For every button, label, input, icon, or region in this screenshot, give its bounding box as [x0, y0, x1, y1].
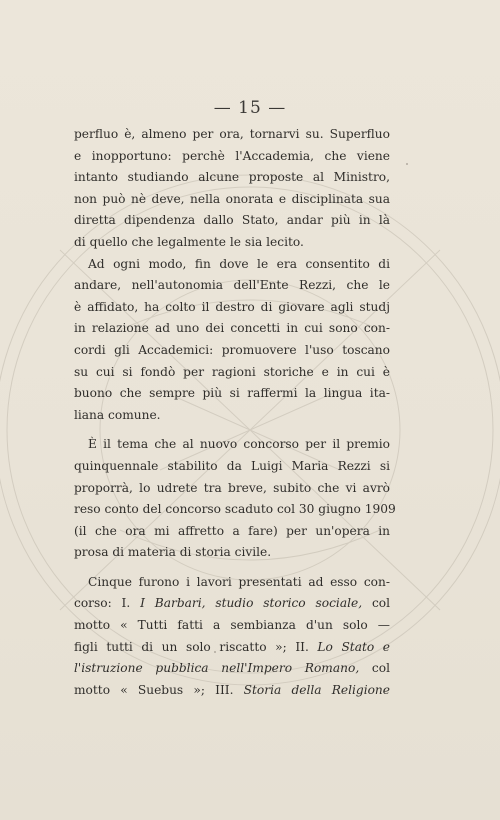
text-line: proporrà, lo udrete tra breve, subito che vi avrò — [74, 480, 390, 495]
text-line-with-title: motto « Suebus »; III. Storia della Religione — [74, 682, 390, 697]
text-line: e inopportuno: perchè l'Accademia, che viene — [74, 148, 390, 163]
text-line-with-title: corso: I. I Barbari, studio storico sociale, col — [74, 596, 391, 611]
text-line-with-title: figli tutti di un solo riscatto »; II. Lo Stato e — [74, 639, 391, 654]
text-line: liana comune. — [74, 407, 161, 422]
paragraph-gap — [74, 426, 390, 434]
text-line: cordi gli Accademici: promuovere l'uso toscano — [74, 342, 390, 357]
text-line: Cinque furono i lavori presentati ad esso con- — [88, 574, 390, 589]
text-line: motto « Tutti fatti a sembianza d'un solo — — [74, 618, 390, 633]
text-line: andare, nell'autonomia dell'Ente Rezzi, che le — [74, 278, 390, 293]
text-line: È il tema che al nuovo concorso per il premio — [88, 437, 390, 452]
body-text — [74, 124, 396, 701]
book-title: l'istruzione pubblica nell'Impero Romano, — [74, 661, 360, 676]
book-title: I Barbari, studio storico sociale, — [140, 596, 363, 611]
text-line: Ad ogni modo, fin dove le era consentito di — [88, 256, 390, 271]
text-line: diretta dipendenza dallo Stato, andar più in là — [74, 213, 390, 228]
text-line: di quello che legalmente le sia lecito. — [74, 234, 304, 249]
text-line: reso conto del concorso scaduto col 30 giugno 1909 — [74, 502, 396, 517]
page-number: — 15 — — [213, 98, 287, 118]
book-title: Lo Stato e — [317, 639, 391, 654]
text-line: è affidato, ha colto il destro di giovare agli studj — [74, 299, 390, 314]
text-line: in relazione ad uno dei concetti in cui sono con- — [74, 321, 390, 336]
text-line: intanto studiando alcune proposte al Ministro, — [74, 170, 390, 185]
text-line: non può nè deve, nella onorata e disciplinata sua — [74, 191, 390, 206]
text-line: prosa di materia di storia civile. — [74, 545, 272, 560]
book-title: Storia della Religione — [243, 682, 390, 697]
text-line: buono che sempre più si raffermi la lingua ita- — [74, 386, 390, 401]
paragraph-gap — [74, 564, 390, 572]
text-line: (il che ora mi affretto a fare) per un'opera in — [74, 523, 390, 538]
text-line: perfluo è, almeno per ora, tornarvi su. Superfluo — [74, 127, 390, 141]
text-line: su cui si fondò per ragioni storiche e in cui è — [74, 364, 390, 379]
text-line-with-title: l'istruzione pubblica nell'Impero Romano, col — [74, 661, 390, 676]
text-line: quinquennale stabilito da Luigi Maria Rezzi si — [74, 458, 390, 473]
